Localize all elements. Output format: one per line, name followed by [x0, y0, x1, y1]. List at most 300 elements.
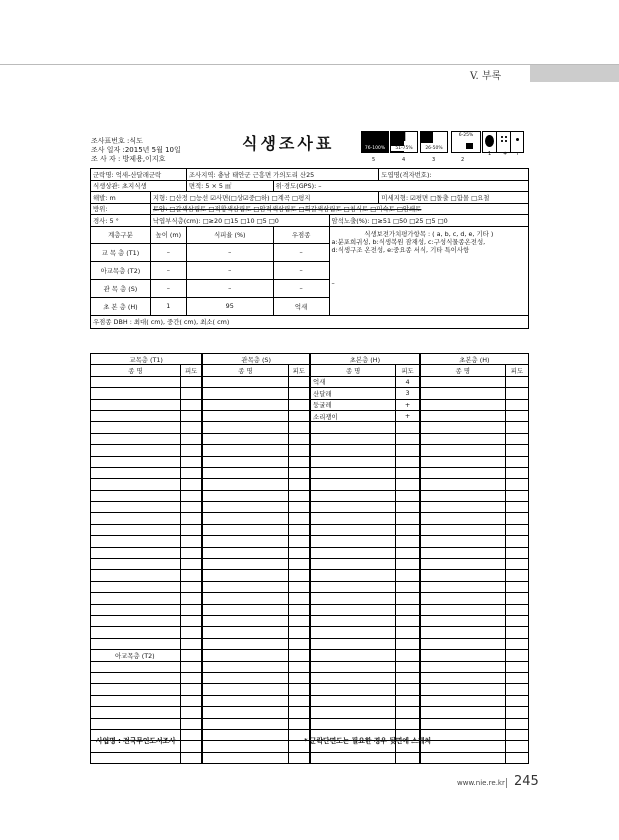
species-cell — [202, 752, 288, 763]
species-cell — [91, 399, 181, 410]
cover-cell — [180, 729, 202, 740]
layer-dominant: – — [273, 279, 329, 297]
cover-cell — [180, 433, 202, 444]
cover-cell — [505, 490, 528, 501]
table-row — [91, 559, 529, 570]
table-row — [91, 399, 529, 410]
table-row — [91, 388, 529, 399]
species-cell — [91, 695, 181, 706]
cover-cell — [180, 422, 202, 433]
species-cell — [202, 376, 288, 387]
cover-cell — [396, 615, 420, 626]
cover-cell — [180, 410, 202, 421]
cover-cell — [396, 433, 420, 444]
coverage-box-r — [510, 131, 524, 153]
cover-cell — [180, 467, 202, 478]
site-form-table — [90, 168, 529, 329]
species-cell — [202, 718, 288, 729]
table-row — [91, 490, 529, 501]
coverage-num-2: 2 — [461, 157, 465, 163]
cover-cell — [505, 638, 528, 649]
species-cell — [420, 661, 506, 672]
species-cell — [310, 524, 396, 535]
species-cell — [420, 559, 506, 570]
layer-dominant: – — [273, 261, 329, 279]
aspect: 방위: — [91, 203, 151, 215]
species-cell — [420, 729, 506, 740]
eval-criteria-2: d:식생구조 온전성, e:중요종 서식, 기타 특이사항 — [331, 245, 470, 254]
species-cell — [91, 536, 181, 547]
species-header: 종 명 — [310, 365, 396, 376]
table-row — [91, 502, 529, 513]
species-cell — [91, 490, 181, 501]
species-cell — [91, 445, 181, 456]
cover-cell — [288, 467, 310, 478]
table-row — [91, 672, 529, 683]
species-cell — [420, 581, 506, 592]
species-cell — [202, 388, 288, 399]
table-row — [91, 661, 529, 672]
table-row — [91, 615, 529, 626]
species-cell — [91, 627, 181, 638]
species-cell — [202, 559, 288, 570]
species-cell — [202, 467, 288, 478]
cover-cell — [396, 570, 420, 581]
species-cell — [202, 650, 288, 661]
cover-cell — [180, 547, 202, 558]
species-cell — [91, 467, 181, 478]
cover-cell — [288, 536, 310, 547]
cover-cell — [505, 729, 528, 740]
species-header: 종 명 — [202, 365, 288, 376]
cover-cell — [505, 615, 528, 626]
conservation-evaluation — [329, 226, 528, 315]
cover-cell — [505, 388, 528, 399]
cover-cell — [505, 718, 528, 729]
species-cell — [420, 638, 506, 649]
species-cell — [420, 695, 506, 706]
species-cell — [420, 433, 506, 444]
sketch-note: * 군락단면도는 필요한 경우 뒷면에 스케치 — [304, 737, 432, 745]
cover-header: 식피율 (%) — [186, 226, 273, 243]
table-row — [91, 422, 529, 433]
coverage-num-3: 3 — [432, 157, 436, 163]
plot-area: 면적: 5 × 5 ㎡ — [186, 180, 273, 192]
species-cell — [202, 456, 288, 467]
cover-cell: 4 — [396, 376, 420, 387]
table-row — [91, 536, 529, 547]
vegetation-physiognomy: 식생상관: 초지식생 — [91, 180, 187, 192]
cover-cell — [288, 559, 310, 570]
layer-cover: – — [186, 279, 273, 297]
table-row — [91, 684, 529, 695]
table-row — [91, 547, 529, 558]
cover-cell — [396, 490, 420, 501]
table-row — [91, 479, 529, 490]
cover-cell — [505, 593, 528, 604]
cover-header: 피도 — [288, 365, 310, 376]
species-cell — [420, 456, 506, 467]
cover-cell — [505, 467, 528, 478]
cover-cell — [180, 650, 202, 661]
table-row — [91, 593, 529, 604]
cover-cell — [288, 547, 310, 558]
species-cell — [202, 410, 288, 421]
layer-name: 아교목층 (T2) — [91, 261, 151, 279]
page-separator — [506, 778, 507, 788]
cover-cell — [180, 741, 202, 752]
cover-cell — [396, 650, 420, 661]
species-cell — [310, 433, 396, 444]
species-cell — [91, 604, 181, 615]
cover-cell — [505, 695, 528, 706]
cover-cell — [288, 399, 310, 410]
coverage-num-r: r — [517, 151, 520, 157]
cover-cell — [288, 410, 310, 421]
cover-cell — [288, 707, 310, 718]
species-cell — [420, 479, 506, 490]
cover-cell — [288, 684, 310, 695]
species-cell — [91, 661, 181, 672]
species-cell — [420, 422, 506, 433]
table-row — [91, 707, 529, 718]
cover-cell — [505, 479, 528, 490]
table-row — [91, 627, 529, 638]
cover-cell — [505, 627, 528, 638]
cover-cell — [288, 376, 310, 387]
species-cell — [202, 672, 288, 683]
species-cell — [202, 593, 288, 604]
species-cell — [202, 524, 288, 535]
cover-cell — [180, 604, 202, 615]
header-rule — [0, 64, 619, 65]
species-cell — [420, 513, 506, 524]
species-cell — [420, 410, 506, 421]
cover-cell — [505, 559, 528, 570]
eval-criteria-1: a:분포희귀성, b:식생복원 잠재성, c:구성식물종온전성, — [331, 237, 486, 246]
species-cell — [310, 672, 396, 683]
species-cell — [91, 376, 181, 387]
layer-header: 계층구분 — [91, 226, 151, 243]
species-cell — [202, 502, 288, 513]
table-row — [91, 718, 529, 729]
species-cell — [202, 604, 288, 615]
species-cell — [310, 456, 396, 467]
eval-title: 식생보전가치평가항목 : ( a, b, c, d, e, 기타 ) — [364, 229, 494, 238]
coverage-box-3: 26-50% — [420, 131, 448, 153]
slope: 경사: 5 ° — [91, 215, 151, 227]
cover-header: 피도 — [396, 365, 420, 376]
species-cell: 소리쟁이 — [310, 410, 396, 421]
table-row — [91, 513, 529, 524]
species-cell — [420, 718, 506, 729]
cover-cell — [396, 684, 420, 695]
cover-cell — [396, 695, 420, 706]
species-cell — [91, 513, 181, 524]
cover-cell — [396, 513, 420, 524]
species-cell — [202, 695, 288, 706]
layer-cover: 95 — [186, 297, 273, 315]
table-row — [91, 467, 529, 478]
surveyor: 조 사 자 : 방제용,이지호 — [91, 155, 166, 163]
cover-cell — [288, 752, 310, 763]
species-cell — [310, 752, 396, 763]
species-cell — [91, 672, 181, 683]
species-cell — [420, 615, 506, 626]
project-name: 사업명 : 전국무인도서조사 — [96, 737, 176, 745]
cover-cell — [288, 672, 310, 683]
group-header-h2: 초본층 (H) — [420, 354, 529, 365]
layer-height: 1 — [150, 297, 186, 315]
cover-cell — [396, 559, 420, 570]
cover-cell — [505, 502, 528, 513]
cover-cell — [288, 456, 310, 467]
group-header-h: 초본층 (H) — [310, 354, 420, 365]
cover-cell — [505, 661, 528, 672]
table-row — [91, 445, 529, 456]
gps-coordinates: 위·경도(GPS): – — [273, 180, 528, 192]
page-url: www.nie.re.kr — [457, 779, 505, 787]
cover-cell — [505, 456, 528, 467]
form-title: 식생조사표 — [242, 134, 335, 153]
species-cell — [310, 695, 396, 706]
cover-cell — [505, 524, 528, 535]
page-number: 245 — [514, 774, 539, 789]
table-row — [91, 524, 529, 535]
species-cell — [420, 445, 506, 456]
layer-height: – — [150, 261, 186, 279]
cover-cell — [505, 581, 528, 592]
species-cell — [91, 718, 181, 729]
species-cell — [420, 399, 506, 410]
cover-cell — [396, 502, 420, 513]
cover-cell — [180, 479, 202, 490]
coverage-box-5: 76-100% — [361, 131, 389, 153]
cover-cell — [180, 570, 202, 581]
cover-cell — [505, 513, 528, 524]
species-cell — [91, 581, 181, 592]
species-cell — [420, 376, 506, 387]
cover-cell — [288, 524, 310, 535]
species-cell — [202, 536, 288, 547]
table-row — [91, 410, 529, 421]
species-cell — [420, 524, 506, 535]
species-table — [90, 353, 529, 764]
cover-cell — [396, 547, 420, 558]
cover-cell — [396, 593, 420, 604]
species-cell — [310, 536, 396, 547]
survey-number: 조사표번호 :식도 — [91, 137, 143, 145]
species-cell — [91, 638, 181, 649]
cover-cell — [288, 593, 310, 604]
species-cell — [202, 433, 288, 444]
cover-cell — [180, 445, 202, 456]
cover-cell — [180, 593, 202, 604]
species-cell — [91, 422, 181, 433]
cover-cell — [288, 490, 310, 501]
group-header-t1: 교목층 (T1) — [91, 354, 203, 365]
species-cell — [202, 547, 288, 558]
coverage-box-4: 51-75% — [390, 131, 418, 153]
species-cell — [310, 627, 396, 638]
species-cell — [91, 559, 181, 570]
species-cell — [420, 684, 506, 695]
species-cell — [310, 650, 396, 661]
species-cell — [310, 661, 396, 672]
species-cell — [310, 422, 396, 433]
cover-cell — [505, 707, 528, 718]
group-header-s: 관목층 (S) — [202, 354, 310, 365]
species-cell — [202, 684, 288, 695]
cover-cell — [505, 650, 528, 661]
species-cell — [420, 627, 506, 638]
species-cell: 산달래 — [310, 388, 396, 399]
species-cell — [91, 615, 181, 626]
species-cell — [202, 615, 288, 626]
cover-cell — [288, 650, 310, 661]
species-cell — [310, 638, 396, 649]
cover-cell — [288, 604, 310, 615]
cover-cell — [180, 513, 202, 524]
section-header: V. 부록 — [470, 71, 502, 82]
layer-name: 관 목 층 (S) — [91, 279, 151, 297]
cover-cell — [180, 615, 202, 626]
species-cell — [202, 445, 288, 456]
table-row — [91, 456, 529, 467]
species-cell — [420, 570, 506, 581]
survey-date: 조사 일자 :2015년 5월 10일 — [91, 146, 181, 154]
cover-cell — [396, 479, 420, 490]
coverage-box-1 — [482, 131, 496, 153]
cover-cell — [505, 547, 528, 558]
coverage-num-5: 5 — [372, 157, 376, 163]
cover-cell — [396, 456, 420, 467]
layer-name: 교 목 층 (T1) — [91, 243, 151, 261]
altitude: 해발: m — [91, 192, 151, 204]
table-row — [91, 638, 529, 649]
species-cell — [202, 570, 288, 581]
rock-exposure: 암석노출(%): □≥51 □50 □25 □5 □0 — [329, 215, 528, 227]
community-name: 군락명: 억새-산달래군락 — [91, 169, 187, 181]
cover-cell — [180, 524, 202, 535]
cover-cell — [505, 445, 528, 456]
cover-cell — [288, 638, 310, 649]
layer-cover: – — [186, 261, 273, 279]
cover-cell — [505, 399, 528, 410]
cover-cell — [288, 513, 310, 524]
subcanopy-label: 아교목층 (T2) — [91, 650, 181, 661]
species-cell — [91, 479, 181, 490]
cover-cell — [396, 672, 420, 683]
cover-cell — [180, 672, 202, 683]
species-cell — [91, 570, 181, 581]
cover-cell — [180, 627, 202, 638]
species-cell — [202, 741, 288, 752]
layer-cover: – — [186, 243, 273, 261]
species-cell — [202, 661, 288, 672]
terrain: 지형: □산정 □능선 ☑사면(□상☑중□하) □계곡 □평지 — [150, 192, 378, 204]
eval-value: – — [331, 278, 335, 287]
species-cell — [310, 479, 396, 490]
cover-header: 피도 — [180, 365, 202, 376]
cover-cell — [288, 627, 310, 638]
species-cell — [310, 547, 396, 558]
soil-type: 토양: □갈색삼림토 □적황색삼림토 □암적색삼림토 □회갈색삼림토 □침식토 □미숙토 □암쇄토 — [150, 203, 528, 215]
species-cell — [91, 410, 181, 421]
species-cell — [202, 707, 288, 718]
species-cell — [310, 615, 396, 626]
cover-cell — [505, 410, 528, 421]
dominant-dbh: 우점종 DBH : 최대( cm), 중간( cm), 최소( cm) — [91, 315, 529, 328]
table-row — [91, 695, 529, 706]
cover-cell — [505, 604, 528, 615]
cover-cell — [180, 638, 202, 649]
cover-cell — [396, 718, 420, 729]
species-cell — [420, 604, 506, 615]
cover-cell — [505, 376, 528, 387]
cover-cell — [396, 604, 420, 615]
species-cell — [202, 638, 288, 649]
cover-cell — [288, 422, 310, 433]
header-tab — [530, 65, 619, 82]
cover-cell: + — [396, 399, 420, 410]
table-row — [91, 581, 529, 592]
species-cell — [420, 593, 506, 604]
cover-cell — [396, 627, 420, 638]
species-cell — [202, 729, 288, 740]
species-cell — [310, 445, 396, 456]
species-cell — [310, 559, 396, 570]
cover-cell — [180, 707, 202, 718]
cover-cell — [396, 536, 420, 547]
litter-layer: 낙엽부식층(cm): □≥20 □15 □10 □5 □0 — [150, 215, 329, 227]
cover-cell — [505, 536, 528, 547]
cover-cell — [180, 376, 202, 387]
species-cell: 둥굴레 — [310, 399, 396, 410]
cover-cell — [180, 388, 202, 399]
species-cell — [420, 502, 506, 513]
cover-cell — [505, 672, 528, 683]
cover-cell — [396, 422, 420, 433]
cover-cell — [505, 752, 528, 763]
species-cell — [202, 422, 288, 433]
cover-cell — [180, 502, 202, 513]
coverage-num-4: 4 — [402, 157, 406, 163]
layer-name: 초 본 층 (H) — [91, 297, 151, 315]
species-cell — [202, 581, 288, 592]
species-cell — [91, 433, 181, 444]
species-cell — [420, 536, 506, 547]
cover-cell — [396, 707, 420, 718]
species-cell: 억새 — [310, 376, 396, 387]
species-cell — [310, 604, 396, 615]
cover-cell — [505, 741, 528, 752]
species-cell — [91, 502, 181, 513]
cover-cell — [396, 661, 420, 672]
dominant-header: 우점종 — [273, 226, 329, 243]
species-cell — [91, 707, 181, 718]
species-header: 종 명 — [420, 365, 506, 376]
cover-cell — [396, 445, 420, 456]
coverage-num-1: 1 — [488, 151, 492, 157]
cover-cell — [288, 502, 310, 513]
cover-cell — [180, 752, 202, 763]
species-cell — [420, 547, 506, 558]
cover-cell — [396, 524, 420, 535]
species-cell — [91, 593, 181, 604]
cover-cell — [288, 661, 310, 672]
cover-cell — [396, 467, 420, 478]
